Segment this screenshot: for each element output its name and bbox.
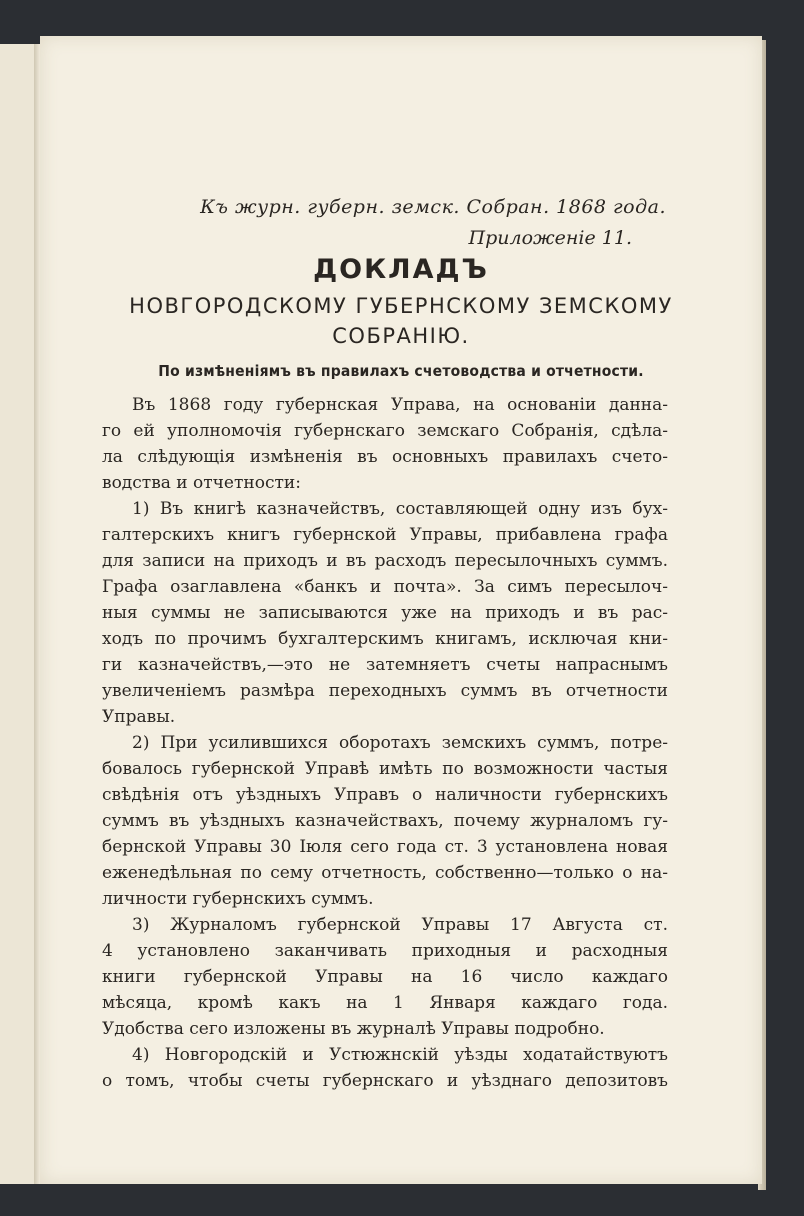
text-line: ги казначействъ,—это не затемняетъ счеты напраснымъ [102, 655, 668, 675]
subtitle-line-1: НОВГОРОДСКОМУ ГУБЕРНСКОМУ ЗЕМСКОМУ [129, 294, 673, 318]
text-line: о томъ, чтобы счеты губернскаго и уѣзднаго депозитовъ [102, 1071, 668, 1091]
text-line: бовалось губернской Управѣ имѣть по возможности частыя [102, 759, 668, 779]
text-line: мѣсяца, кромѣ какъ на 1 Января каждаго года. [102, 993, 668, 1013]
subtitle-line-2: СОБРАНIЮ. [332, 324, 470, 348]
text-line: ла слѣдующiя измѣненiя въ основныхъ правилахъ счето- [102, 447, 668, 467]
text-line: Графа озаглавлена «банкъ и почта». За симъ пересылоч- [102, 577, 668, 597]
text-line: 1) Въ книгѣ казначействъ, составляющей одну изъ бух- [132, 499, 668, 519]
text-line: суммъ въ уѣздныхъ казначействахъ, почему журналомъ гу- [102, 811, 668, 831]
text-line: для записи на приходъ и въ расходъ пересылочныхъ суммъ. [102, 551, 668, 571]
text-line: личности губернскихъ суммъ. [102, 889, 374, 909]
text-line: еженедѣльная по сему отчетность, собственно—только о на- [102, 863, 668, 883]
text-line: галтерскихъ книгъ губернской Управы, прибавлена графа [102, 525, 668, 545]
text-line: го ей уполномочiя губернскаго земскаго Собранiя, сдѣла- [102, 421, 668, 441]
text-line: Управы. [102, 707, 176, 727]
text-line: 3) Журналомъ губернской Управы 17 Августа ст. [132, 915, 668, 935]
text-line: бернской Управы 30 Iюля сего года ст. 3 установлена новая [102, 837, 668, 857]
text-line: 4 установлено заканчивать приходныя и расходныя [102, 941, 668, 961]
journal-reference: Къ журн. губерн. земск. Собран. 1868 года. [200, 196, 666, 218]
text-line: ходъ по прочимъ бухгалтерскимъ книгамъ, исключая кни- [102, 629, 668, 649]
text-line: водства и отчетности: [102, 473, 301, 493]
text-line: Удобства сего изложены въ журналѣ Управы подробно. [102, 1019, 605, 1039]
text-line: увеличенiемъ размѣра переходныхъ суммъ въ отчетности [102, 681, 668, 701]
text-line: ныя суммы не записываются уже на приходъ и въ рас- [102, 603, 668, 623]
scanned-page [40, 36, 762, 1184]
text-line: свѣдѣнiя отъ уѣздныхъ Управъ о наличности губернскихъ [102, 785, 668, 805]
report-topic: По измѣненiямъ въ правилахъ счетоводства и отчетности. [158, 362, 644, 380]
appendix-number: Приложенiе 11. [468, 227, 632, 249]
text-line: книги губернской Управы на 16 число каждаго [102, 967, 668, 987]
page-title: ДОКЛАДЪ [313, 254, 489, 285]
text-line: 2) При усилившихся оборотахъ земскихъ суммъ, потре- [132, 733, 668, 753]
text-line: Въ 1868 году губернская Управа, на основанiи данна- [132, 395, 668, 415]
text-line: 4) Новгородскiй и Устюжнскiй уѣзды ходатайствуютъ [132, 1045, 668, 1065]
